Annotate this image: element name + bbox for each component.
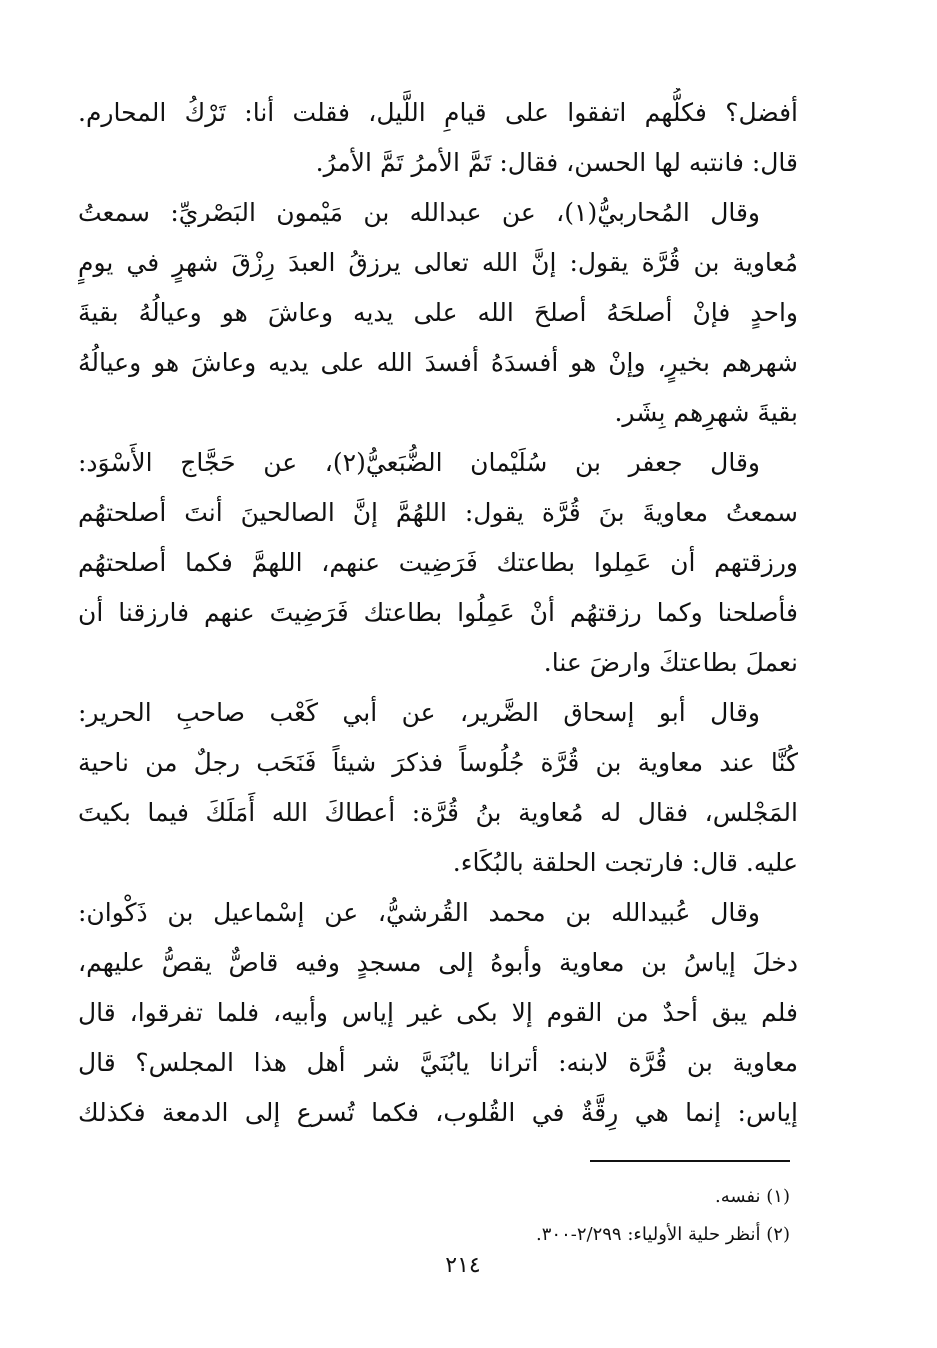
text-line: وقال جعفر بن سُلَيْمان الضُّبَعيُّ(٢)، عن حَجَّاج الأَسْوَد: [78, 448, 760, 477]
text-line: كُنَّا عند معاوية بن قُرَّة جُلُوساً فذكرَ شيئاً فَنَحَب رجلٌ من ناحية [78, 748, 798, 777]
text-line: مُعاوية بن قُرَّة يقول: إنَّ الله تعالى يرزقُ العبدَ رِزْقَ شهرٍ في يومٍ [78, 248, 798, 277]
text-line: إياس: إنما هي رِقَّةٌ في القُلوب، فكما تُسرع إلى الدمعة فكذلك [78, 1098, 798, 1127]
page-number: ٢١٤ [445, 1253, 481, 1278]
text-line: بقيةَ شهرِهم بِشَر. [614, 398, 798, 427]
text-line: واحدٍ فإنْ أصلحَهُ أصلحَ الله على يديه وعاشَ هو وعيالُهُ بقيةَ [78, 298, 798, 327]
text-line: نعملَ بطاعتكَ وارضَ عنا. [543, 648, 798, 677]
text-line: المَجْلس، فقال له مُعاوية بنُ قُرَّة: أعطاكَ الله أَمَلَكَ فيما بكيتَ [78, 798, 798, 827]
text-line: دخلَ إياسُ بن معاوية وأبوهُ إلى مسجدٍ وفيه قاصٌّ يقصُّ عليهم، [78, 948, 798, 977]
text-line: وقال المُحاربيُّ(١)، عن عبدالله بن مَيْمون البَصْريِّ: سمعتُ [78, 198, 760, 227]
text-line: ورزقتهم أن عَمِلوا بطاعتك فَرَضِيت عنهم، اللهمَّ فكما أصلحتهُم [78, 548, 798, 577]
text-line: وقال عُبيدالله بن محمد القُرشيُّ، عن إسْماعيل بن ذَكْوان: [78, 898, 760, 927]
footnote-2: (٢) أنظر حلية الأولياء: ٢/٢٩٩-٣٠٠. [536, 1224, 790, 1245]
footnote-1: (١) نفسه. [715, 1186, 790, 1207]
text-line: أفضل؟ فكلُّهم اتفقوا على قيامِ اللَّيل، فقلت أنا: تَرْكُ المحارم. [78, 98, 798, 127]
text-line: شهرهم بخيرٍ، وإنْ هو أفسدَهُ أفسدَ الله على يديه وعاشَ هو وعيالُهُ [78, 348, 798, 377]
text-line: عليه. قال: فارتجت الحلقة بالبُكَاء. [452, 848, 798, 877]
text-line: سمعتُ معاويةَ بنَ قُرَّة يقول: اللهُمَّ إنَّ الصالحينَ أنتَ أصلحتهُم [78, 498, 798, 527]
footnotes [300, 1178, 790, 1254]
footnote-divider [590, 1160, 790, 1162]
text-line: قال: فانتبه لها الحسن، فقال: تَمَّ الأمرُ تَمَّ الأمرُ. [315, 148, 798, 177]
text-line: معاوية بن قُرَّة لابنه: أترانا يابُنَيَّ شر أهل هذا المجلس؟ قال [78, 1048, 798, 1077]
text-line: وقال أبو إسحاق الضَّرير، عن أبي كَعْب صاحبِ الحرير: [78, 698, 760, 727]
text-line: فأصلحنا وكما رزقتهُم أنْ عَمِلُوا بطاعتك فَرَضِيتَ عنهم فارزقنا أن [78, 598, 798, 627]
text-line: فلم يبق أحدٌ من القوم إلا بكى غير إياس وأبيه، فلما تفرقوا، قال [78, 998, 798, 1027]
main-text [78, 88, 798, 1138]
